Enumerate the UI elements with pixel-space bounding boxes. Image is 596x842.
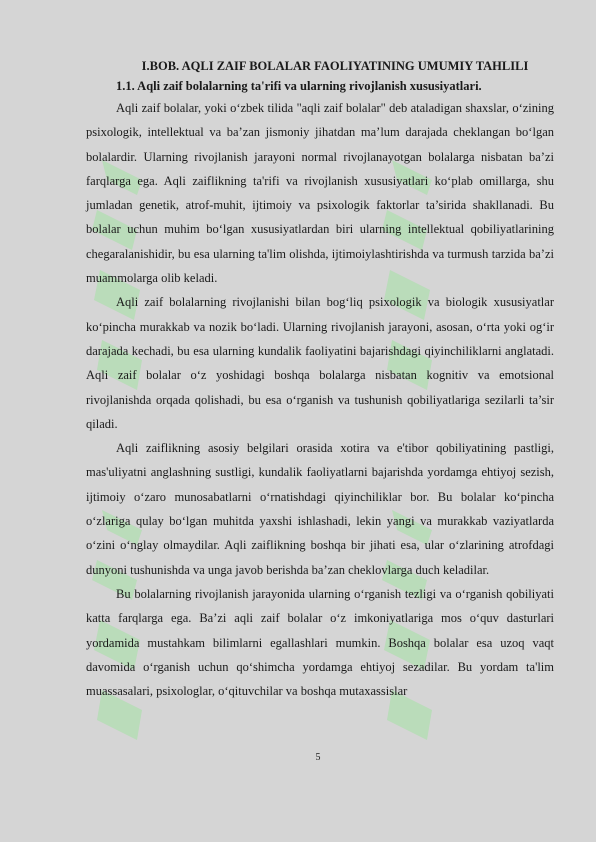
section-title: 1.1. Aqli zaif bolalarning ta'rifi va ularning rivojlanish xususiyatlari. (116, 79, 482, 93)
paragraph: Aqli zaif bolalarning rivojlanishi bilan bog‘liq psixologik va biologik xususiyatlar ko‘pincha murakkab va nozik bo‘ladi. Ularning rivojlanish jarayoni, asosan, o‘rta yoki og‘ir darajada kechadi, bu esa ularning kundalik faoliyatini bajarishdagi qiyinchiliklarni anglatadi. Aqli zaif bolalar o‘z yoshidagi boshqa bolalarga nisbatan kognitiv va emotsional rivojlanishda orqada qolishadi, bu esa o‘rganish va tushunish qobiliyatlariga sezilarli ta’sir qiladi. (86, 295, 554, 431)
paragraph: Aqli zaiflikning asosiy belgilari orasida xotira va e'tibor qobiliyatining pastligi, mas'uliyatni anglashning sustligi, kundalik faoliyatlarni bajarishda yordamga ehtiyoj sezish, ijtimoiy o‘zaro munosabatlarni o‘rnatishdagi qiyinchiliklar bor. Bu bolalar ko‘pincha o‘zlariga qulay bo‘lgan muhitda yaxshi ishlashadi, lekin yangi va murakkab vaziyatlarda o‘zini o‘nglay olmaydilar. Aqli zaiflikning boshqa bir jihati esa, ular o‘zlarining atrofdagi dunyoni tushunishda va unga javob berishda ba’zan cheklovlarga duch keladilar. (86, 441, 554, 577)
chapter-title: I.BOB. AQLI ZAIF BOLALAR FAOLIYATINING UMUMIY TAHLILI (141, 59, 529, 73)
paragraph: Aqli zaif bolalar, yoki o‘zbek tilida "aqli zaif bolalar" deb ataladigan shaxslar, o‘zining psixologik, intellektual va ba’zan jismoniy jihatdan ma’lum darajada cheklangan bo‘lgan bolalardir. Ularning rivojlanish jarayoni normal rivojlanayotgan bolalarga nisbatan ba’zi farqlarga ega. Aqli zaiflikning ta'rifi va rivojlanish xususiyatlari ko‘plab omillarga, shu jumladan genetik, atrof-muhit, ijtimoiy va psixologik faktorlar ta’sirida shakllanadi. Bu bolalar uchun muhim bo‘lgan xususiyatlardan biri ularning intellektual qobiliyatlarining chegaralanishidir, bu esa ularning ta'lim olishda, ijtimoiylashtirishda va turmush tarzida ba’zi muammolarga olib keladi. (86, 101, 554, 286)
paragraph: Bu bolalarning rivojlanish jarayonida ularning o‘rganish tezligi va o‘rganish qobiliyati katta farqlarga ega. Ba’zi aqli zaif bolalar o‘z imkoniyatlariga mos o‘quv dasturlari yordamida mustahkam bilimlarni egallashlari mumkin. Boshqa bolalar esa uzoq vaqt davomida o‘rganish uchun qo‘shimcha yordamga ehtiyoj sezadilar. Bu yordam ta'lim muassasalari, psixologlar, o‘qituvchilar va boshqa mutaxassislar (86, 586, 554, 699)
document-body (86, 56, 554, 703)
page-number: 5 (315, 752, 321, 763)
